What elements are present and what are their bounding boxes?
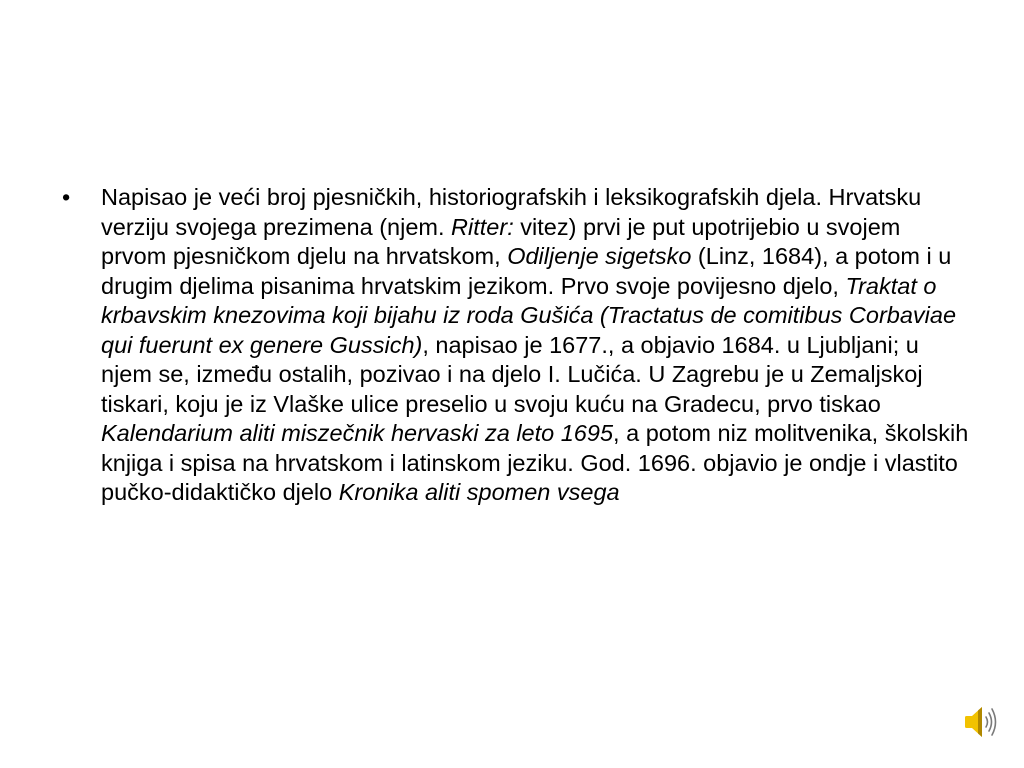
bullet-item bbox=[62, 183, 972, 508]
italic-title-run: Odiljenje sigetsko bbox=[507, 243, 692, 269]
bullet-marker: • bbox=[62, 184, 71, 210]
italic-title-run: Ritter: bbox=[451, 213, 514, 240]
italic-title-run: Kronika aliti spomen vsega bbox=[338, 479, 620, 505]
speaker-shade bbox=[978, 707, 982, 737]
italic-title-run: Kalendarium aliti miszečnik hervaski za leto 1695 bbox=[101, 420, 614, 446]
text-run: Napisao je veći broj pjesničkih, historiografskih i leksikografskih djela. Hrvatsku verziju svojega prezimena (njem. bbox=[101, 184, 922, 240]
italic-title-run: Traktat o krbavskim knezovima koji bijahu iz roda Gušića (Tractatus de comitibus Corbaviae qui fuerunt ex genere Gussich) bbox=[101, 272, 957, 358]
speaker-back bbox=[965, 716, 973, 728]
text-run: (Linz, 1684), a potom i u drugim djelima pisanima hrvatskim jezikom. Prvo svoje povijesno djelo, bbox=[101, 243, 952, 299]
text-run: , napisao je 1677., a objavio 1684. u Ljubljani; u njem se, između ostalih, pozivao i na djelo I. Lučića. U Zagrebu je u Zemaljskoj tiskari, koju je iz Vlaške ulice preselio u svoju kuću na Gradecu, prvo tiskao bbox=[101, 331, 923, 417]
text-run: , a potom niz molitvenika, školskih knjiga i spisa na hrvatskom i latinskom jeziku. God. 1696. objavio je ondje i vlastito pučko-didaktičko djelo bbox=[101, 420, 969, 505]
speaker-sound-icon[interactable] bbox=[960, 702, 1000, 742]
text-run: vitez) prvi je put upotrijebio u svojem prvom pjesničkom djelu na hrvatskom, bbox=[101, 213, 901, 269]
sound-waves bbox=[986, 709, 996, 735]
bullet-paragraph bbox=[101, 183, 972, 508]
